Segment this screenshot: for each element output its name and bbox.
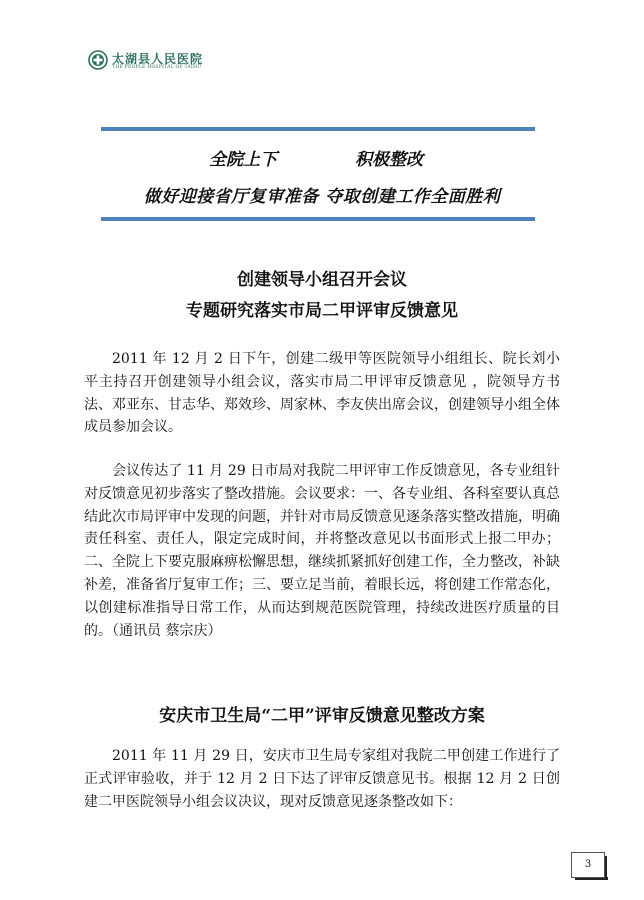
article1-paragraph-1: 2011 年 12 月 2 日下午，创建二级甲等医院领导小组组长、院长刘小平主持召开创建领导小组会议，落实市局二甲评审反馈意见 ，院领导方书法、邓亚东、甘志华、郑效珍、周家林、李友侠出席会议，创建领导小组全体成员参加会议。 (84, 351, 560, 436)
banner-top-rule (101, 127, 535, 131)
page-number: 3 (584, 859, 592, 870)
logo-english-name: THE PEOPLE HOSPITAL OF TAIHU (112, 65, 202, 70)
banner-slogan-line2: 做好迎接省厅复审准备 夺取创建工作全面胜利 (143, 187, 501, 207)
article1-title: 创建领导小组召开会议 (237, 270, 407, 290)
article2-title: 安庆市卫生局“二甲”评审反馈意见整改方案 (159, 706, 485, 726)
article1-paragraph-2: 会议传达了 11 月 29 日市局对我院二甲评审工作反馈意见，各专业组针对反馈意见初步落实了整改措施。会议要求：一、各专业组、各科室要认真总结此次市局评审中发现的问题，并针对市局反馈意见逐条落实整改措施，明确责任科室、责任人，限定完成时间，并将整改意见以书面形式上报二甲办；二、全院上下要克服麻痹松懈思想，继续抓紧抓好创建工作，全力整改，补缺补差，准备省厅复审工作；三、要立足当前，着眼长远，将创建工作常态化，以创建标准指导日常工作，从而达到规范医院管理，持续改进医疗质量的目的。（通讯员 蔡宗庆） (84, 463, 560, 639)
hospital-logo (88, 50, 238, 74)
hospital-emblem-icon (88, 50, 108, 70)
banner-slogan-part-a: 全院上下 (209, 150, 277, 170)
page-number-box (571, 852, 605, 878)
article1-subtitle: 专题研究落实市局二甲评审反馈意见 (186, 301, 458, 321)
banner-slogan-line1 (0, 145, 644, 171)
article2-paragraph-1: 2011 年 11 月 29 日，安庆市卫生局专家组对我院二甲创建工作进行了正式评审验收，并于 12 月 2 日下达了评审反馈意见书。根据 12 月 2 日创建二甲医院领导小组会议决议，现对反馈意见逐条整改如下： (84, 748, 560, 810)
logo-chinese-name: 太湖县人民医院 (112, 52, 204, 66)
banner-bottom-rule (101, 217, 535, 221)
banner-slogan-part-b: 积极整改 (355, 150, 423, 170)
